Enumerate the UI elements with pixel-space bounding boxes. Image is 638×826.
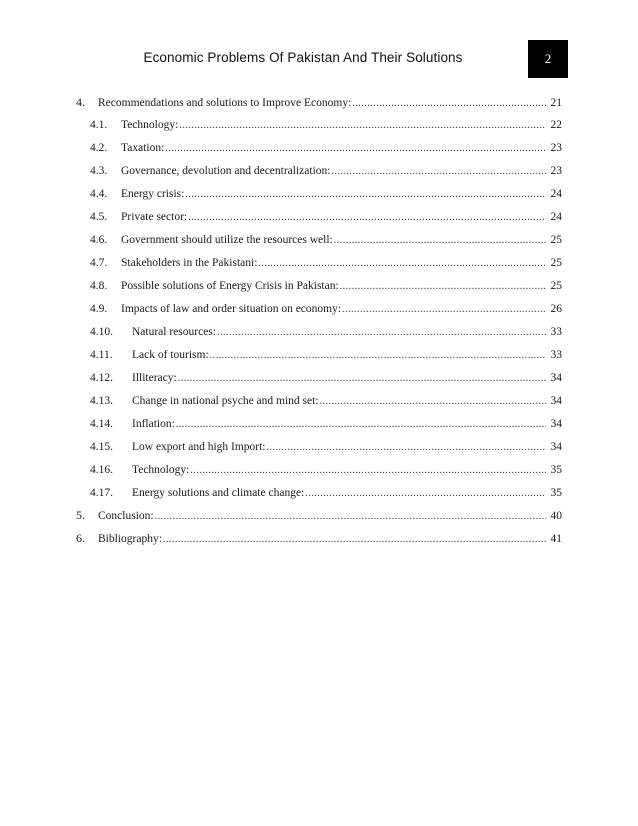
page-number-badge: 2 xyxy=(528,40,568,78)
toc-entry-number: 5. xyxy=(76,508,85,522)
toc-entry-page: 24 xyxy=(550,188,562,200)
toc-entry-title: Private sector: xyxy=(121,211,188,223)
toc-entry-number: 4.4. xyxy=(90,188,108,200)
dot-leader xyxy=(188,211,546,225)
dot-leader xyxy=(217,326,546,340)
toc-entry-energy-solutions-pakistan[interactable] xyxy=(90,279,562,293)
toc-entry-technology[interactable] xyxy=(90,118,562,132)
toc-entry-page: 22 xyxy=(550,119,562,131)
toc-entry-number: 4.6. xyxy=(90,234,108,246)
toc-entry-number: 4.17. xyxy=(90,487,113,499)
dot-leader xyxy=(342,303,546,317)
toc-entry-page: 25 xyxy=(550,257,562,269)
toc-entry-illiteracy[interactable] xyxy=(90,371,562,385)
toc-entry-page: 34 xyxy=(550,418,562,430)
toc-entry-number: 4.11. xyxy=(90,349,113,361)
toc-entry-title: Energy crisis: xyxy=(121,188,185,200)
toc-entry-title: Governance, devolution and decentralization: xyxy=(121,165,331,177)
toc-entry-page: 34 xyxy=(550,441,562,453)
toc-entry-page: 23 xyxy=(550,142,562,154)
dot-leader xyxy=(210,349,546,363)
toc-entry-title: Recommendations and solutions to Improve Economy: xyxy=(98,97,352,109)
toc-entry-governance[interactable] xyxy=(90,164,562,178)
toc-entry-number: 4.13. xyxy=(90,395,113,407)
toc-entry-inflation[interactable] xyxy=(90,417,562,431)
dot-leader xyxy=(258,257,546,271)
toc-entry-title: Bibliography: xyxy=(98,533,162,545)
document-title: Economic Problems Of Pakistan And Their Solutions xyxy=(143,50,463,65)
toc-entry-number: 4.8. xyxy=(90,280,108,292)
dot-leader xyxy=(165,142,546,156)
toc-entry-number: 4.2. xyxy=(90,142,108,154)
toc-entry-page: 33 xyxy=(550,326,562,338)
toc-entry-page: 21 xyxy=(550,97,562,109)
dot-leader xyxy=(331,165,546,179)
toc-entry-title: Government should utilize the resources well: xyxy=(121,234,333,246)
toc-entry-export-import[interactable] xyxy=(90,440,562,454)
toc-entry-government-resources[interactable] xyxy=(90,233,562,247)
toc-entry-page: 25 xyxy=(550,280,562,292)
toc-entry-energy-crisis[interactable] xyxy=(90,187,562,201)
toc-entry-title: Natural resources: xyxy=(132,326,216,338)
dot-leader xyxy=(163,533,546,547)
toc-entry-number: 4.14. xyxy=(90,418,113,430)
toc-entry-number: 4.16. xyxy=(90,464,113,476)
toc-entry-number: 4.1. xyxy=(90,119,108,131)
toc-entry-page: 33 xyxy=(550,349,562,361)
toc-entry-lack-of-tourism[interactable] xyxy=(90,348,562,362)
toc-entry-number: 6. xyxy=(76,531,85,545)
toc-entry-climate-change[interactable] xyxy=(90,486,562,500)
toc-entry-page: 34 xyxy=(550,372,562,384)
toc-entry-title: Technology: xyxy=(121,119,179,131)
toc-entry-number: 4. xyxy=(76,95,85,109)
toc-entry-page: 41 xyxy=(550,533,562,545)
toc-entry-number: 4.12. xyxy=(90,372,113,384)
toc-entry-page: 23 xyxy=(550,165,562,177)
toc-entry-title: Energy solutions and climate change: xyxy=(132,487,305,499)
toc-entry-title: Conclusion: xyxy=(98,510,154,522)
toc-entry-recommendations[interactable] xyxy=(76,95,562,109)
toc-entry-title: Technology: xyxy=(132,464,190,476)
toc-entry-page: 35 xyxy=(550,487,562,499)
dot-leader xyxy=(334,234,546,248)
toc-entry-title: Illiteracy: xyxy=(132,372,177,384)
toc-entry-taxation[interactable] xyxy=(90,141,562,155)
toc-entry-national-psyche[interactable] xyxy=(90,394,562,408)
toc-entry-number: 4.15. xyxy=(90,441,113,453)
dot-leader xyxy=(190,464,546,478)
toc-entry-technology-2[interactable] xyxy=(90,463,562,477)
dot-leader xyxy=(178,372,546,386)
toc-entry-title: Stakeholders in the Pakistani: xyxy=(121,257,258,269)
toc-entry-number: 4.7. xyxy=(90,257,108,269)
toc-entry-title: Change in national psyche and mind set: xyxy=(132,395,319,407)
toc-entry-number: 4.9. xyxy=(90,303,108,315)
dot-leader xyxy=(155,510,546,524)
dot-leader xyxy=(176,418,546,432)
toc-entry-title: Inflation: xyxy=(132,418,175,430)
toc-entry-page: 26 xyxy=(550,303,562,315)
toc-entry-number: 4.3. xyxy=(90,165,108,177)
toc-entry-title: Possible solutions of Energy Crisis in Pakistan: xyxy=(121,280,339,292)
toc-entry-page: 25 xyxy=(550,234,562,246)
dot-leader xyxy=(305,487,546,501)
dot-leader xyxy=(267,441,546,455)
toc-entry-title: Low export and high Import: xyxy=(132,441,266,453)
toc-entry-page: 24 xyxy=(550,211,562,223)
toc-entry-title: Lack of tourism: xyxy=(132,349,209,361)
toc-entry-number: 4.10. xyxy=(90,326,113,338)
toc-entry-number: 4.5. xyxy=(90,211,108,223)
toc-entry-stakeholders[interactable] xyxy=(90,256,562,270)
toc-entry-law-and-order[interactable] xyxy=(90,302,562,316)
toc-entry-natural-resources[interactable] xyxy=(90,325,562,339)
dot-leader xyxy=(340,280,546,294)
toc-entry-title: Taxation: xyxy=(121,142,165,154)
dot-leader xyxy=(179,119,546,133)
toc-entry-page: 35 xyxy=(550,464,562,476)
toc-entry-conclusion[interactable] xyxy=(76,508,562,522)
toc-entry-page: 34 xyxy=(550,395,562,407)
toc-entry-private-sector[interactable] xyxy=(90,210,562,224)
toc-entry-title: Impacts of law and order situation on economy: xyxy=(121,303,342,315)
dot-leader xyxy=(320,395,546,409)
dot-leader xyxy=(185,188,546,202)
toc-entry-page: 40 xyxy=(550,510,562,522)
toc-entry-bibliography[interactable] xyxy=(76,531,562,545)
dot-leader xyxy=(352,97,546,111)
